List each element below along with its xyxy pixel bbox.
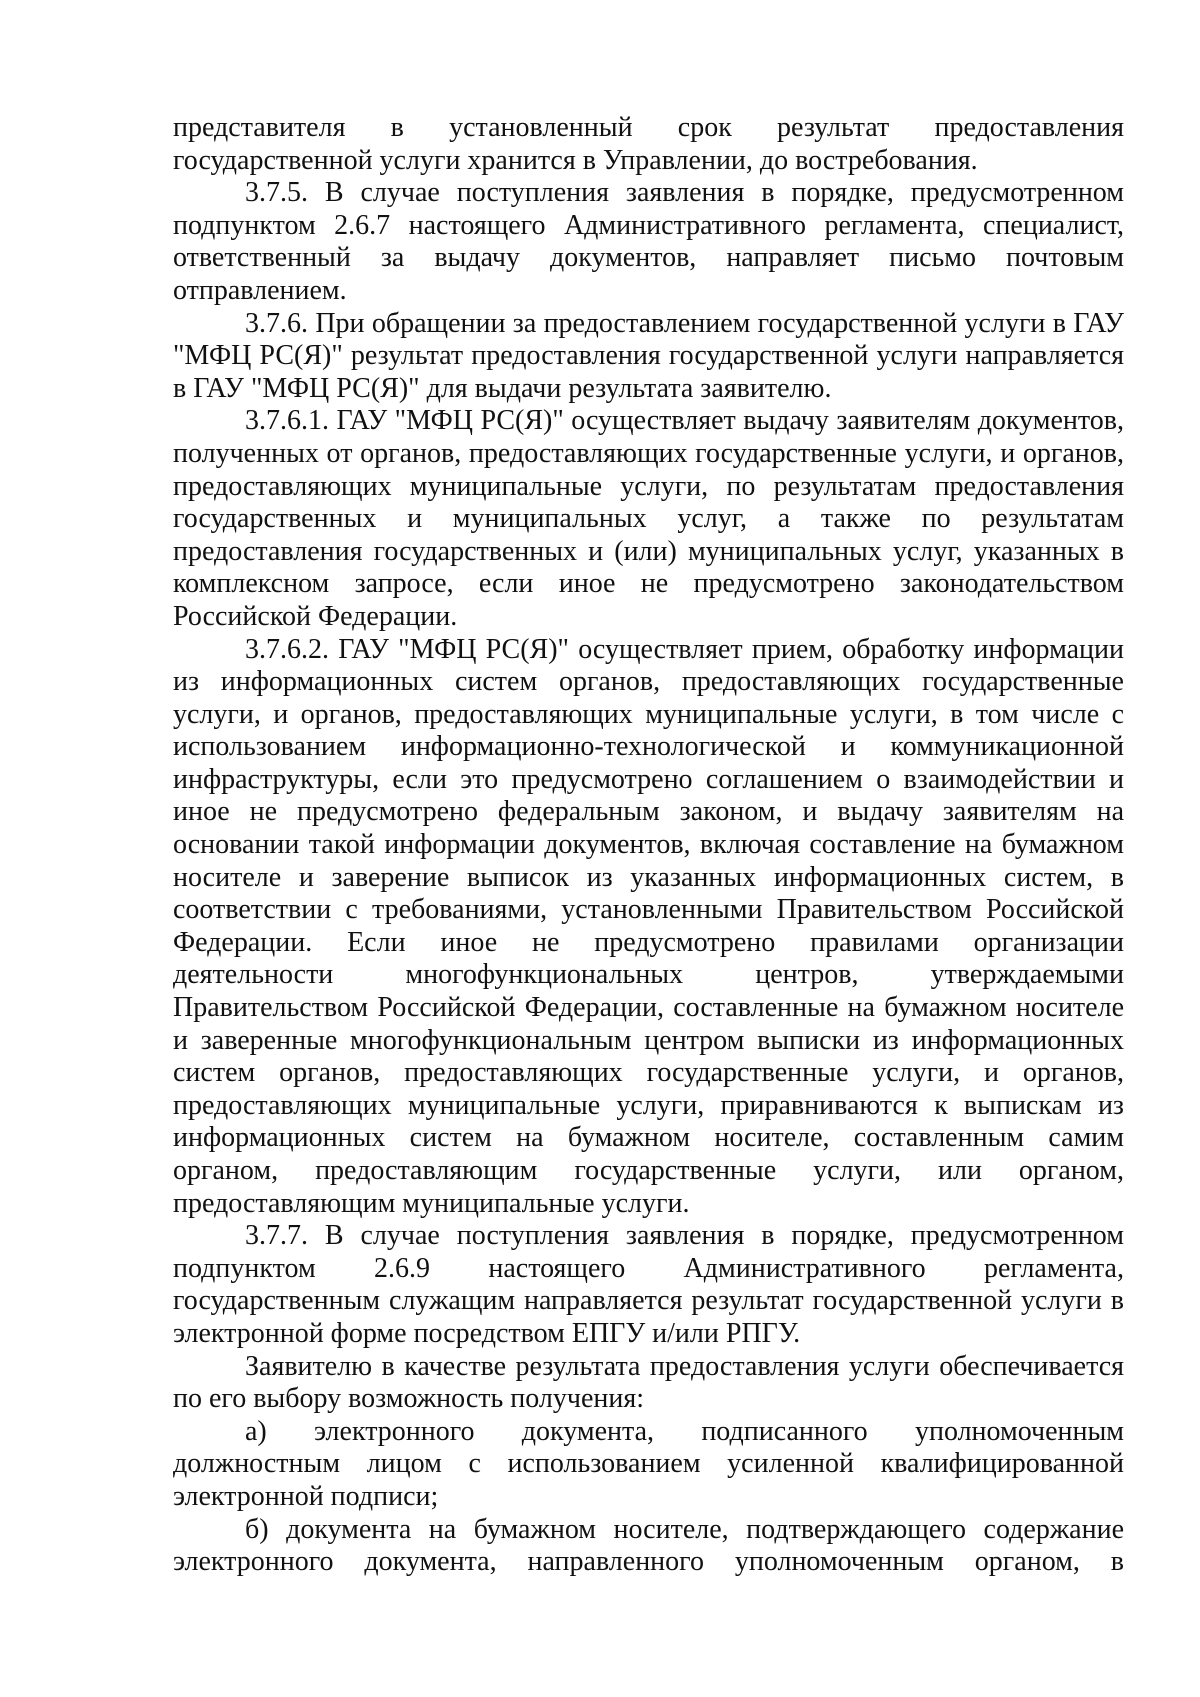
document-body (173, 112, 1124, 1579)
paragraph-3-7-6: 3.7.6. При обращении за предоставлением государственной услуги в ГАУ "МФЦ РС(Я)" результат предоставления государственной услуги направляется в ГАУ "МФЦ РС(Я)" для выдачи результата заявителю. (173, 307, 1124, 404)
paragraph-3-7-6-2: 3.7.6.2. ГАУ "МФЦ РС(Я)" осуществляет прием, обработку информации из информационных систем органов, предоставляющих государственные услуги, и органов, предоставляющих муниципальные услуги, в том числе с использованием информационно-технологической и коммуникационной инфраструктуры, если это предусмотрено соглашением о взаимодействии и иное не предусмотрено федеральным законом, и выдачу заявителям на основании такой информации документов, включая составление на бумажном носителе и заверение выписок из указанных информационных систем, в соответствии с требованиями, установленными Правительством Российской Федерации. Если иное не предусмотрено правилами организации деятельности многофункциональных центров, утверждаемыми Правительством Российской Федерации, составленные на бумажном носителе и заверенные многофункциональным центром выписки из информационных систем органов, предоставляющих государственные услуги, и органов, предоставляющих муниципальные услуги, приравниваются к выпискам из информационных систем на бумажном носителе, составленным самим органом, предоставляющим государственные услуги, или органом, предоставляющим муниципальные услуги. (173, 633, 1124, 1219)
paragraph-option-a: а) электронного документа, подписанного уполномоченным должностным лицом с использованием усиленной квалифицированной электронной подписи; (173, 1415, 1124, 1512)
paragraph-3-7-6-1: 3.7.6.1. ГАУ "МФЦ РС(Я)" осуществляет выдачу заявителям документов, полученных от органов, предоставляющих государственные услуги, и органов, предоставляющих муниципальные услуги, по результатам предоставления государственных и муниципальных услуг, а также по результатам предоставления государственных и (или) муниципальных услуг, указанных в комплексном запросе, если иное не предусмотрено законодательством Российской Федерации. (173, 405, 1124, 632)
paragraph-continuation: представителя в установленный срок результат предоставления государственной услуги хранится в Управлении, до востребования. (173, 112, 1124, 176)
paragraph-3-7-5: 3.7.5. В случае поступления заявления в порядке, предусмотренном подпунктом 2.6.7 настоящего Административного регламента, специалист, ответственный за выдачу документов, направляет письмо почтовым отправлением. (173, 177, 1124, 306)
paragraph-option-b: б) документа на бумажном носителе, подтверждающего содержание электронного документа, направленного уполномоченным органом, в (173, 1513, 1124, 1578)
paragraph-result-options: Заявителю в качестве результата предоставления услуги обеспечивается по его выбору возможность получения: (173, 1350, 1124, 1415)
paragraph-3-7-7: 3.7.7. В случае поступления заявления в порядке, предусмотренном подпунктом 2.6.9 настоящего Административного регламента, государственным служащим направляется результат государственной услуги в электронной форме посредством ЕПГУ и/или РПГУ. (173, 1220, 1124, 1349)
